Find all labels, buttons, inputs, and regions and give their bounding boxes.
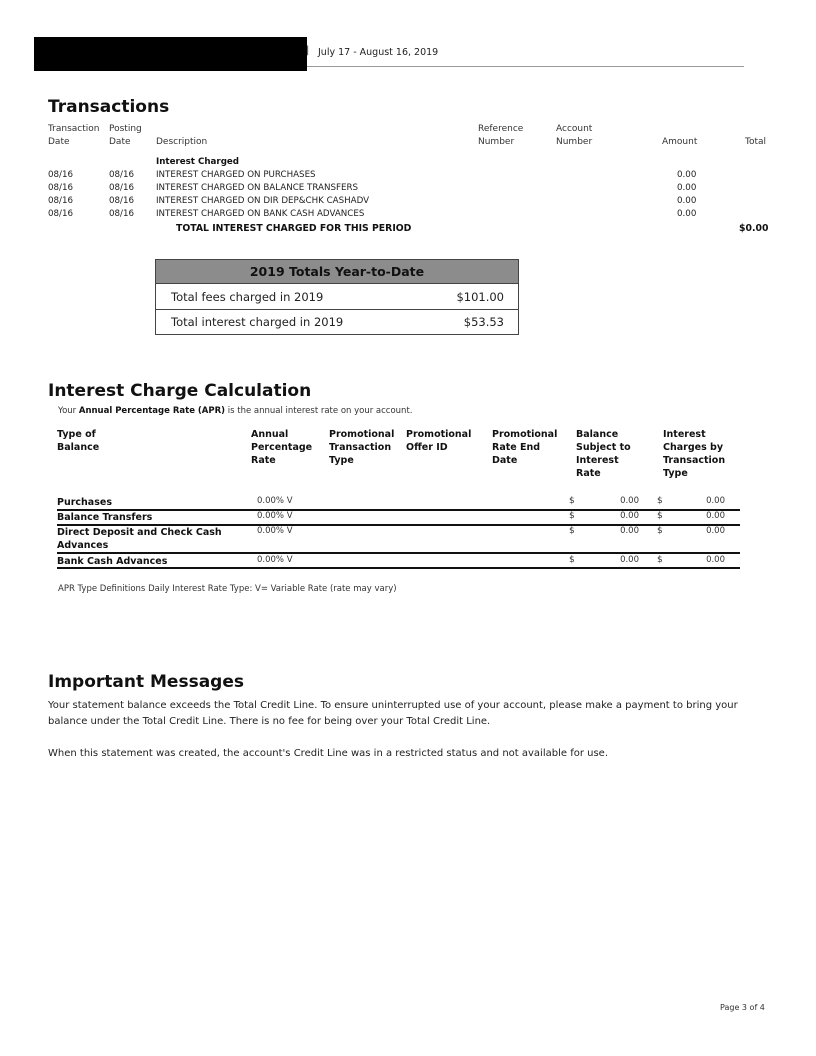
interest-calc-title: Interest Charge Calculation xyxy=(48,381,312,401)
col-balance-subject: Balance Subject to Interest Rate xyxy=(576,429,631,479)
charge-value: 0.00 xyxy=(706,496,725,506)
transaction-date: 08/16 xyxy=(48,170,74,180)
balance-type: Balance Transfers xyxy=(57,512,153,523)
amount: 0.00 xyxy=(677,170,697,180)
redacted-account-header xyxy=(34,37,310,71)
col-type-of-balance: Type of Balance xyxy=(57,429,100,453)
description: INTEREST CHARGED ON DIR DEP&CHK CASHADV xyxy=(156,196,370,206)
col-interest-charges: Interest Charges by Transaction Type xyxy=(663,429,726,479)
charge-value: 0.00 xyxy=(706,555,725,565)
total-interest-value: $0.00 xyxy=(739,223,769,234)
ytd-title: 2019 Totals Year-to-Date xyxy=(156,260,518,284)
col-promo-end: Promotional Rate End Date xyxy=(492,429,558,466)
apr-value: 0.00% V xyxy=(257,526,293,536)
balance-value: 0.00 xyxy=(620,526,639,536)
amount: 0.00 xyxy=(677,209,697,219)
apr-intro: Your Annual Percentage Rate (APR) is the annual interest rate on your account. xyxy=(58,406,413,416)
col-reference-number: Reference Number xyxy=(478,124,524,147)
col-apr: Annual Percentage Rate xyxy=(251,429,313,466)
ytd-totals-box xyxy=(155,259,519,335)
currency: $ xyxy=(569,555,575,565)
col-posting-date: Posting Date xyxy=(109,124,142,147)
currency: $ xyxy=(569,526,575,536)
description: INTEREST CHARGED ON PURCHASES xyxy=(156,170,316,180)
transaction-date: 08/16 xyxy=(48,183,74,193)
posting-date: 08/16 xyxy=(109,170,135,180)
balance-type: Purchases xyxy=(57,497,112,508)
posting-date: 08/16 xyxy=(109,196,135,206)
description: INTEREST CHARGED ON BANK CASH ADVANCES xyxy=(156,209,365,219)
row-divider xyxy=(57,567,740,569)
balance-type: Bank Cash Advances xyxy=(57,556,168,567)
apr-value: 0.00% V xyxy=(257,511,293,521)
message-paragraph-1: Your statement balance exceeds the Total Credit Line. To ensure uninterrupted use of your account, please make a payment to bring your balance under the Total Credit Line. There is no fee for being over your Total Credit Line. xyxy=(48,700,738,727)
transactions-title: Transactions xyxy=(48,97,170,117)
total-interest-label: TOTAL INTEREST CHARGED FOR THIS PERIOD xyxy=(176,223,412,234)
apr-value: 0.00% V xyxy=(257,496,293,506)
col-description: Description xyxy=(156,137,208,147)
balance-value: 0.00 xyxy=(620,511,639,521)
message-paragraph-2: When this statement was created, the account's Credit Line was in a restricted status and not available for use. xyxy=(48,748,608,759)
col-transaction-date: Transaction Date xyxy=(48,124,100,147)
amount: 0.00 xyxy=(677,183,697,193)
currency: $ xyxy=(657,496,663,506)
apr-value: 0.00% V xyxy=(257,555,293,565)
amount: 0.00 xyxy=(677,196,697,206)
col-promo-offer: Promotional Offer ID xyxy=(406,429,472,453)
col-promo-type: Promotional Transaction Type xyxy=(329,429,395,466)
currency: $ xyxy=(569,511,575,521)
ytd-interest-value: $53.53 xyxy=(463,315,504,329)
row-divider xyxy=(57,552,740,554)
transaction-date: 08/16 xyxy=(48,196,74,206)
description: INTEREST CHARGED ON BALANCE TRANSFERS xyxy=(156,183,358,193)
ytd-fees-label: Total fees charged in 2019 xyxy=(171,289,324,304)
charge-value: 0.00 xyxy=(706,511,725,521)
posting-date: 08/16 xyxy=(109,209,135,219)
col-total: Total xyxy=(745,137,767,147)
apr-type-definitions: APR Type Definitions Daily Interest Rate Type: V= Variable Rate (rate may vary) xyxy=(58,584,397,594)
balance-type: Direct Deposit and Check Cash Advances xyxy=(57,527,222,551)
currency: $ xyxy=(657,511,663,521)
ytd-row-fees xyxy=(156,284,518,309)
transaction-date: 08/16 xyxy=(48,209,74,219)
ytd-interest-label: Total interest charged in 2019 xyxy=(171,315,344,329)
header-separator: | xyxy=(306,45,310,56)
messages-title: Important Messages xyxy=(48,672,244,692)
currency: $ xyxy=(657,526,663,536)
balance-value: 0.00 xyxy=(620,496,639,506)
ytd-row-interest xyxy=(156,309,518,334)
col-account-number: Account Number xyxy=(556,124,593,147)
statement-period: July 17 - August 16, 2019 xyxy=(318,47,439,58)
interest-charged-group-label: Interest Charged xyxy=(156,157,240,167)
balance-value: 0.00 xyxy=(620,555,639,565)
currency: $ xyxy=(569,496,575,506)
ytd-fees-value: $101.00 xyxy=(456,289,504,304)
page-number: Page 3 of 4 xyxy=(720,1003,765,1012)
currency: $ xyxy=(657,555,663,565)
col-amount: Amount xyxy=(662,137,698,147)
header-rule xyxy=(307,66,744,67)
posting-date: 08/16 xyxy=(109,183,135,193)
charge-value: 0.00 xyxy=(706,526,725,536)
